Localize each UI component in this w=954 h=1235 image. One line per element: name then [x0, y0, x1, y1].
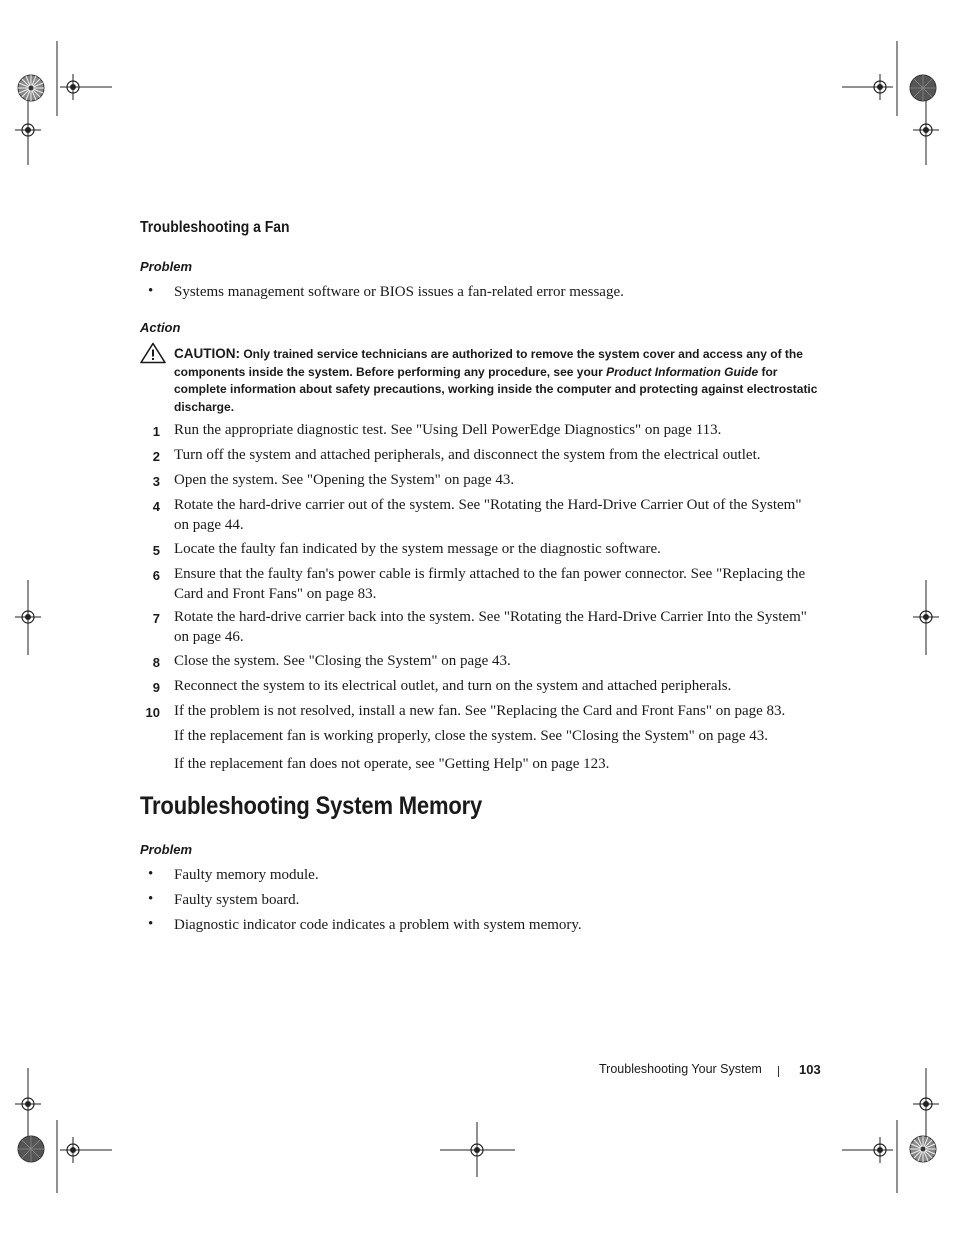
step-number: 9	[152, 680, 160, 695]
page-number: 103	[799, 1062, 821, 1077]
step-number: 3	[152, 474, 160, 489]
caution-label: CAUTION:	[174, 346, 240, 361]
step-number: 1	[152, 424, 160, 439]
problem-label: Problem	[140, 842, 193, 857]
step-number: 6	[152, 568, 160, 583]
step-text: Reconnect the system to its electrical outlet, and turn on the system and attached peripherals.	[174, 678, 732, 694]
step-number: 2	[152, 449, 160, 464]
problem-item: Systems management software or BIOS issues a fan-related error message.	[174, 284, 624, 300]
step-text: Ensure that the faulty fan's power cable is firmly attached to the fan power connector. See "Replacing the Card and Front Fans" on page 83.	[174, 566, 806, 602]
problem-label: Problem	[140, 259, 193, 274]
problem-item: Faulty memory module.	[174, 867, 319, 883]
caution-text: Only trained service technicians are authorized to remove the system cover and access any of the components inside the system. Before performing any procedure, see your	[174, 347, 803, 379]
bullet-dot: •	[148, 283, 154, 299]
caution-note	[174, 345, 824, 416]
footer-separator	[778, 1066, 779, 1077]
page-title: Troubleshooting System Memory	[140, 792, 483, 820]
bullet-dot: •	[148, 866, 154, 882]
footer-chapter: Troubleshooting Your System	[599, 1062, 762, 1076]
step-text: Turn off the system and attached peripherals, and disconnect the system from the electrical outlet.	[174, 447, 761, 463]
section-heading: Troubleshooting a Fan	[140, 219, 290, 236]
step-number: 5	[152, 543, 160, 558]
step-text: If the problem is not resolved, install a new fan. See "Replacing the Card and Front Fans" on page 83.	[174, 703, 786, 719]
problem-item: Faulty system board.	[174, 892, 300, 908]
step-text: Open the system. See "Opening the System" on page 43.	[174, 472, 515, 488]
bullet-dot: •	[148, 916, 154, 932]
step-text: Rotate the hard-drive carrier back into the system. See "Rotating the Hard-Drive Carrier Into the System" on page 46.	[174, 609, 807, 645]
step-text: Locate the faulty fan indicated by the system message or the diagnostic software.	[174, 541, 661, 557]
action-label: Action	[140, 320, 181, 335]
caution-guide-title: Product Information Guide	[606, 364, 759, 379]
step-number: 7	[152, 611, 160, 626]
step-number: 8	[152, 655, 160, 670]
step-text: Close the system. See "Closing the System" on page 43.	[174, 653, 511, 669]
step-text: Run the appropriate diagnostic test. See "Using Dell PowerEdge Diagnostics" on page 113.	[174, 422, 722, 438]
caution-text-end: for complete information about safety precautions, working inside the computer and protecting against electrostatic discharge.	[174, 364, 818, 414]
followup-text: If the replacement fan is working properly, close the system. See "Closing the System" on page 43.	[174, 728, 769, 744]
step-number: 4	[152, 499, 160, 514]
step-text: Rotate the hard-drive carrier out of the system. See "Rotating the Hard-Drive Carrier Out of the System" on page 44.	[174, 497, 802, 533]
caution-icon	[140, 342, 166, 364]
step-number: 10	[145, 705, 160, 720]
bullet-dot: •	[148, 891, 154, 907]
problem-item: Diagnostic indicator code indicates a problem with system memory.	[174, 917, 582, 933]
followup-text: If the replacement fan does not operate, see "Getting Help" on page 123.	[174, 756, 610, 772]
